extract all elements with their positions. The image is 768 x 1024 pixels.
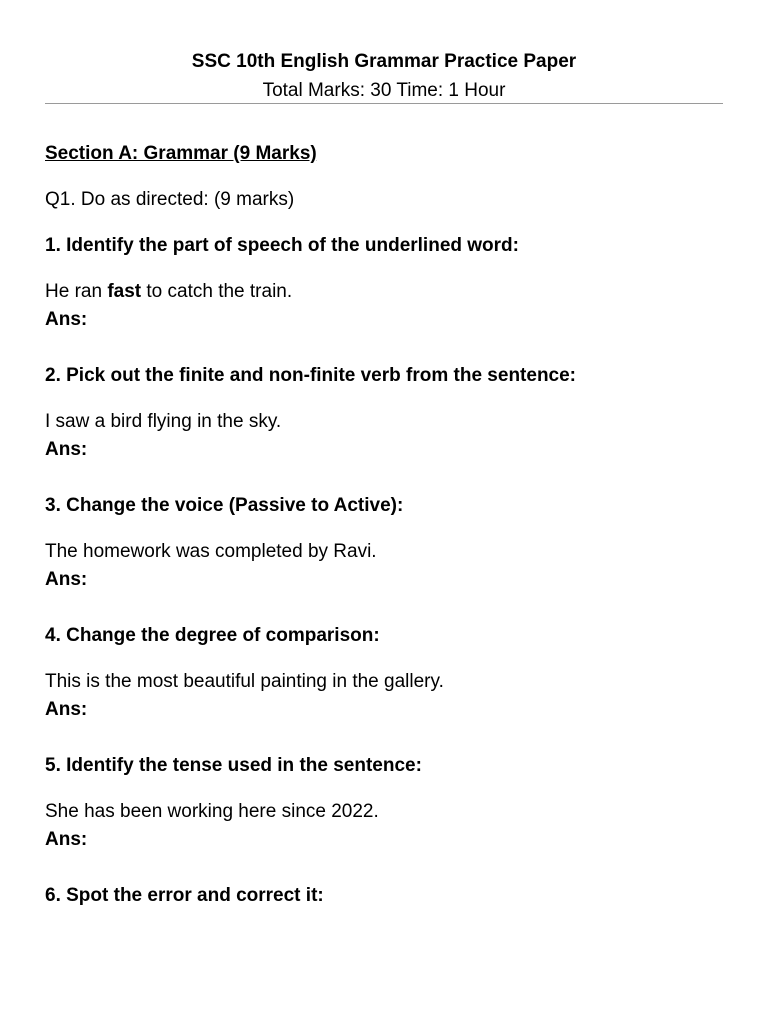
document-body [45, 140, 725, 928]
paper-title: SSC 10th English Grammar Practice Paper [191, 51, 577, 72]
question-sentence: The homework was completed by Ravi. [45, 541, 377, 562]
question-sentence [45, 278, 725, 306]
question-prompt: 6. Spot the error and correct it: [45, 885, 324, 906]
answer-label: Ans: [45, 439, 88, 460]
sentence-text-before: He ran [45, 281, 108, 302]
question-4 [45, 622, 725, 724]
marks-and-time: Total Marks: 30 Time: 1 Hour [262, 80, 506, 101]
question-sentence: I saw a bird flying in the sky. [45, 411, 282, 432]
question-6 [45, 882, 725, 910]
question-prompt: 5. Identify the tense used in the sentence: [45, 755, 422, 776]
question-prompt: 3. Change the voice (Passive to Active): [45, 495, 404, 516]
question-prompt: 4. Change the degree of comparison: [45, 625, 380, 646]
question-3 [45, 492, 725, 594]
question-1 [45, 232, 725, 334]
question-sentence: She has been working here since 2022. [45, 801, 379, 822]
section-heading: Section A: Grammar (9 Marks) [45, 143, 317, 164]
answer-label: Ans: [45, 569, 88, 590]
document-header [0, 47, 768, 105]
question-5 [45, 752, 725, 854]
answer-label: Ans: [45, 699, 88, 720]
underlined-word: fast [107, 281, 142, 302]
answer-label: Ans: [45, 309, 88, 330]
header-divider [45, 103, 723, 104]
question-2 [45, 362, 725, 464]
answer-label: Ans: [45, 829, 88, 850]
question-prompt: 2. Pick out the finite and non-finite verb from the sentence: [45, 365, 577, 386]
question-prompt: 1. Identify the part of speech of the underlined word: [45, 235, 519, 256]
sentence-text-after: to catch the train. [141, 281, 293, 302]
question-sentence: This is the most beautiful painting in the gallery. [45, 671, 444, 692]
section-instruction: Q1. Do as directed: (9 marks) [45, 189, 295, 210]
